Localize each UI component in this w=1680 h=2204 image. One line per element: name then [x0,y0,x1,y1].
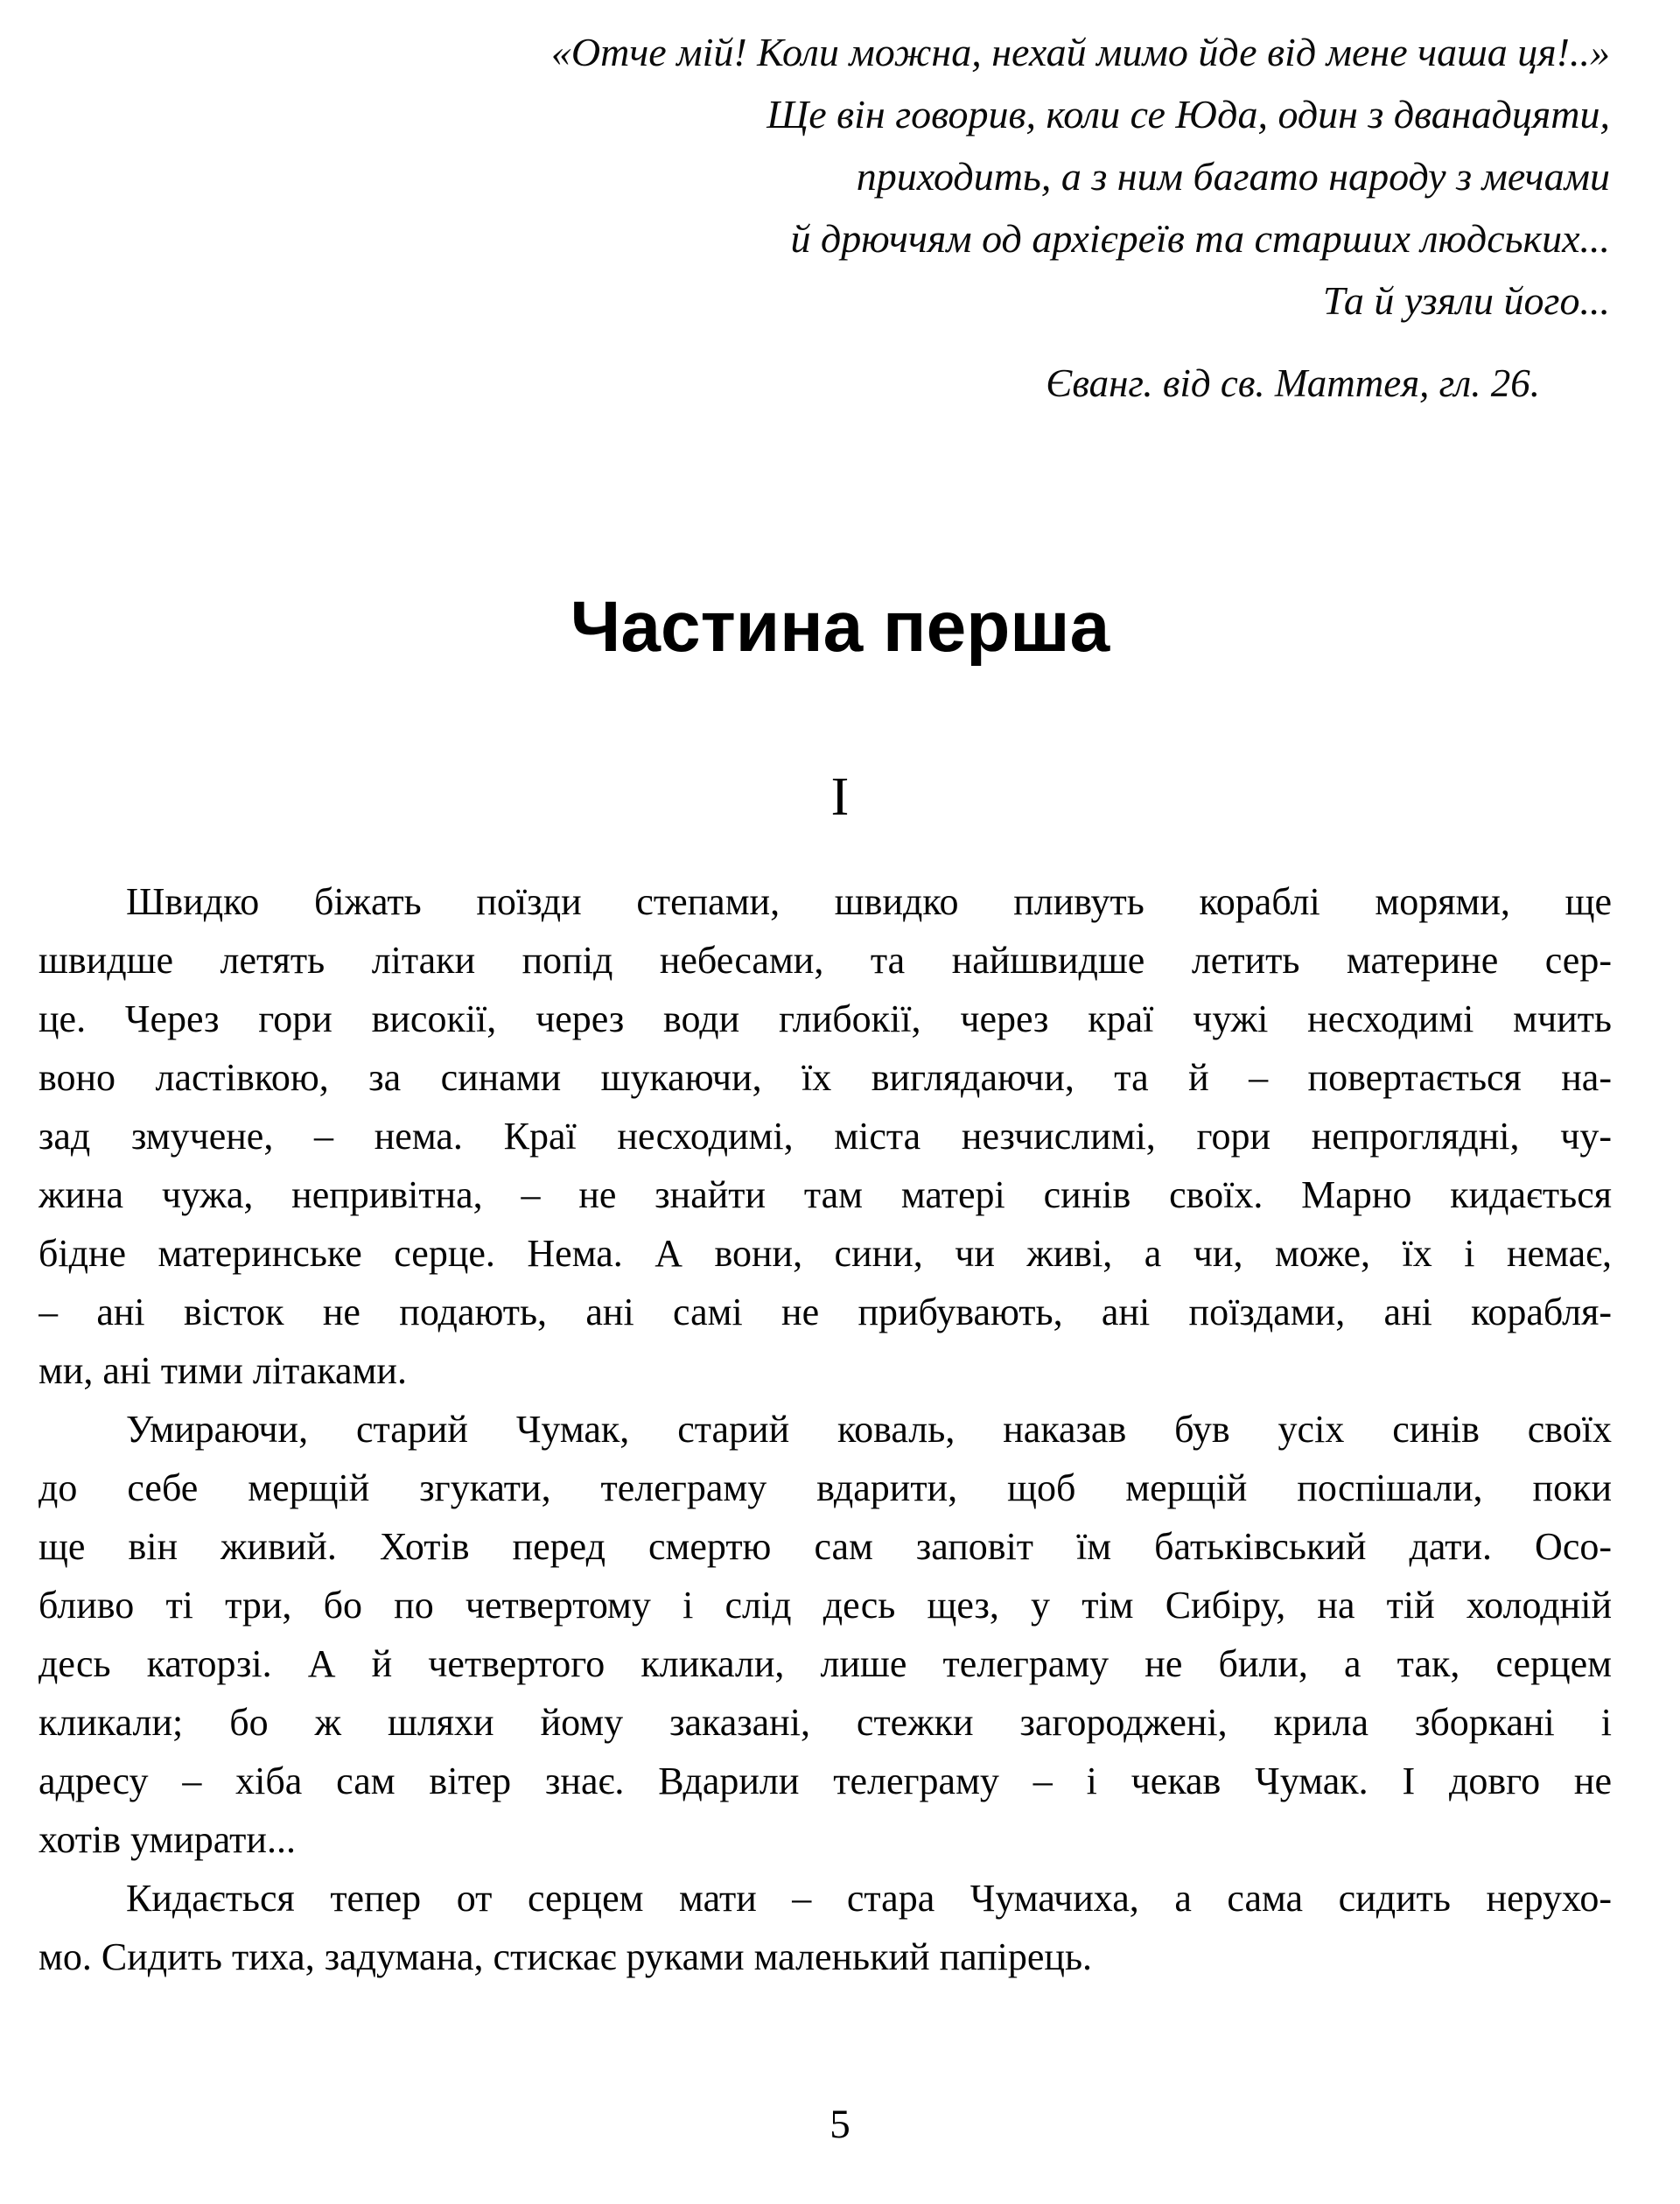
text-line: Умираючи, старий Чумак, старий коваль, наказав був усіх синів своїх [126,1408,1612,1451]
text-line: кликали; бо ж шляхи йому заказані, стежки загороджені, крила зборкані і [38,1701,1612,1744]
text-line: мо. Сидить тиха, задумана, стискає руками маленький папірець. [38,1935,1093,1978]
text-line: бливо ті три, бо по четвертому і слід десь щез, у тім Сибіру, на тій холодній [38,1584,1612,1627]
epigraph-line: й дрюччям од архієреїв та старших людських... [790,216,1610,261]
epigraph-quote [315,21,1610,332]
text-line: бідне материнське серце. Нема. А вони, сини, чи живі, а чи, може, їх і немає, [38,1232,1612,1275]
epigraph-line: Ще він говорив, коли се Юда, один з дванадцяти, [766,92,1610,136]
text-line: хотів умирати... [38,1818,296,1861]
text-line: воно ластівкою, за синами шукаючи, їх виглядаючи, та й – повертається на- [38,1056,1612,1099]
text-line: жина чужа, непривітна, – не знайти там матері синів своїх. Марно кидається [38,1173,1612,1216]
epigraph [315,21,1610,405]
text-line: ми, ані тими літаками. [38,1349,407,1392]
text-line: Швидко біжать поїзди степами, швидко пливуть кораблі морями, ще [126,880,1612,923]
part-title: Частина перша [570,587,1110,667]
paragraph [38,1869,1612,1986]
body-text [38,872,1612,1986]
chapter-numeral: І [830,767,850,827]
text-line: ще він живий. Хотів перед смертю сам заповіт їм батьківський дати. Осо- [38,1525,1612,1568]
text-line: швидше летять літаки попід небесами, та найшвидше летить материне сер- [38,939,1612,982]
epigraph-line: Та й узяли його... [1322,278,1610,323]
text-line: це. Через гори високії, через води глибокії, через краї чужі несходимі мчить [38,997,1612,1040]
epigraph-line: приходить, а з ним багато народу з мечами [856,154,1610,199]
text-line: до себе мерщій згукати, телеграму вдарити, щоб мерщій поспішали, поки [38,1466,1612,1509]
epigraph-attribution: Єванг. від св. Маттея, гл. 26. [1046,361,1540,405]
text-line: десь каторзі. А й четвертого кликали, лише телеграму не били, а так, серцем [38,1642,1612,1685]
page-number: 5 [830,2102,850,2147]
paragraph [38,872,1612,1400]
text-line: адресу – хіба сам вітер знає. Вдарили телеграму – і чекав Чумак. І довго не [38,1760,1612,1802]
epigraph-line: «Отче мій! Коли можна, нехай мимо йде від мене чаша ця!..» [550,30,1610,74]
text-line: – ані вісток не подають, ані самі не прибувають, ані поїздами, ані корабля- [38,1291,1612,1333]
paragraph [38,1400,1612,1869]
text-line: зад змучене, – нема. Краї несходимі, міста незчислимі, гори непроглядні, чу- [38,1115,1612,1158]
book-page [0,21,1680,2204]
text-line: Кидається тепер от серцем мати – стара Чумачиха, а сама сидить нерухо- [126,1877,1612,1920]
